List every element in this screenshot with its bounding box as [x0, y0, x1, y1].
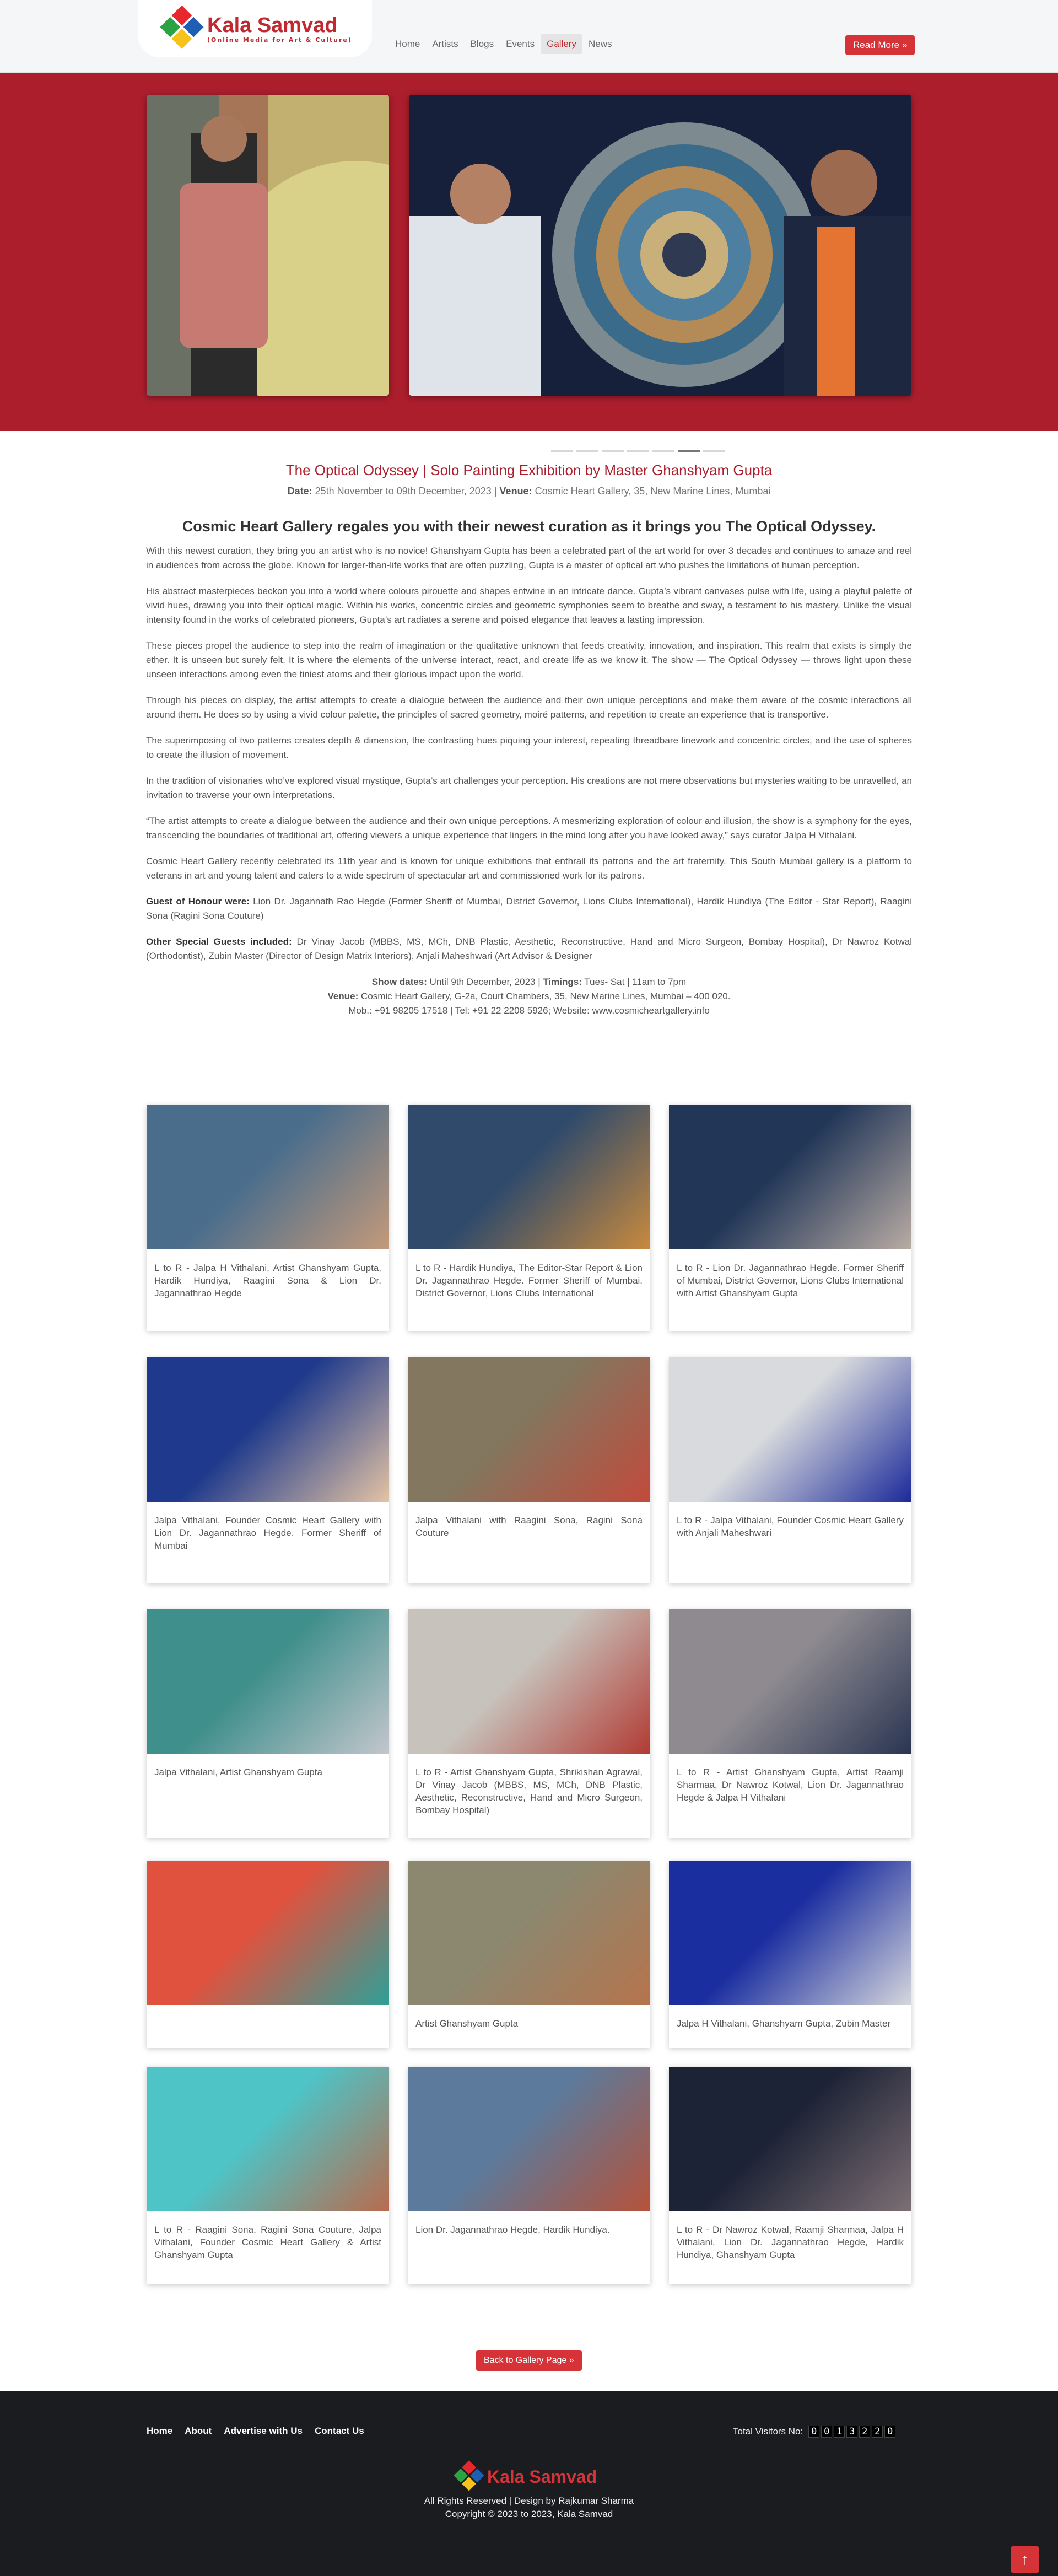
- gallery-caption: L to R - Dr Nawroz Kotwal, Raamji Sharmaa, Jalpa H Vithalani, Lion Dr. Jagannathrao Hegde, Hardik Hundiya, Ghanshyam Gupta: [677, 2224, 904, 2260]
- gallery-card[interactable]: [408, 1609, 650, 1838]
- article-paragraph: Through his pieces on display, the artist attempts to create a dialogue between the audience and their own unique perceptions and make them aware of the cosmic interactions all around them. He does so by using a vivid colour palette, the principles of sacred geometry, moiré patterns, and repetition to create an experience that is transportive.: [146, 695, 912, 720]
- venue-info-label: Venue:: [327, 991, 359, 1001]
- article-paragraph: The superimposing of two patterns creates depth & dimension, the contrasting hues piquing your interest, repeating threadbare linework and concentric circles, and the use of spheres to create the illusion of movement.: [146, 735, 912, 760]
- hero-photo-artist: [147, 95, 389, 396]
- gallery-photo[interactable]: [147, 1105, 389, 1249]
- footer-copyright: Copyright © 2023 to 2023, Kala Samvad: [445, 2509, 613, 2519]
- event-meta: [0, 486, 1058, 497]
- article-paragraph: With this newest curation, they bring you an artist who is no novice! Ghanshyam Gupta has been a celebrated part of the art world for over 3 decades and continues to amaze and reel in audiences from across the globe. Known for larger-than-life works that are often puzzling, Gupta is a master of optical art who pushes the limitations of human perception.: [146, 546, 912, 570]
- gallery-card[interactable]: [408, 1357, 650, 1583]
- gallery-card[interactable]: [147, 1861, 389, 2048]
- article-body: [146, 518, 912, 1018]
- special-guests: [146, 935, 912, 963]
- person-right-head: [811, 150, 877, 216]
- gallery-photo[interactable]: [669, 1861, 911, 2005]
- gallery-caption: L to R - Raagini Sona, Ragini Sona Couture, Jalpa Vithalani, Founder Cosmic Heart Gallery & Artist Ghanshyam Gupta: [154, 2224, 381, 2260]
- concentric-painting: [552, 122, 817, 387]
- site-header: [0, 0, 1058, 73]
- gallery-caption: L to R - Lion Dr. Jagannathrao Hegde. Former Sheriff of Mumbai, District Governor, Lions Clubs International with Artist Ghanshyam Gupta: [677, 1263, 904, 1298]
- gallery-card[interactable]: [147, 1357, 389, 1583]
- hero-photo-artist-art: [147, 95, 389, 396]
- guests-of-honour: [146, 894, 912, 923]
- gallery-card[interactable]: [669, 1861, 911, 2048]
- read-more-button[interactable]: Read More »: [845, 35, 915, 55]
- carousel-dot[interactable]: [652, 450, 674, 452]
- gallery-caption: L to R - Hardik Hundiya, The Editor-Star Report & Lion Dr. Jagannathrao Hegde. Former Sheriff of Mumbai. District Governor, Lions Clubs International: [415, 1263, 643, 1298]
- special-text: Dr Vinay Jacob (MBBS, MS, MCh, DNB Plastic, Aesthetic, Reconstructive, Hand and Micro Surgeon, Bombay Hospital), Dr Nawroz Kotwal (Orthodontist), Zubin Master (Director of Design Matrix Interiors), Anjali Maheshwari (Art Advisor & Designer: [146, 936, 912, 961]
- footer-logo[interactable]: [457, 2465, 597, 2488]
- nav-events[interactable]: Events: [506, 39, 535, 49]
- back-to-gallery-button[interactable]: Back to Gallery Page »: [476, 2350, 582, 2371]
- footer-brand-title: Kala Samvad: [487, 2466, 597, 2487]
- counter-digit: 3: [846, 2426, 857, 2438]
- gallery-photo[interactable]: [408, 1357, 650, 1502]
- hero-photo-group: [409, 95, 911, 396]
- gallery-caption: Lion Dr. Jagannathrao Hegde, Hardik Hundiya.: [415, 2224, 610, 2235]
- gallery-caption: [147, 2005, 389, 2025]
- gallery-card[interactable]: [147, 1105, 389, 1331]
- gallery-card[interactable]: [408, 1105, 650, 1331]
- counter-digit: 2: [859, 2426, 870, 2438]
- gallery-card[interactable]: [408, 1861, 650, 2048]
- main-nav: [389, 34, 618, 54]
- gallery-card[interactable]: [147, 1609, 389, 1838]
- gallery-card[interactable]: [669, 1357, 911, 1583]
- show-dates: Until 9th December, 2023 |: [427, 977, 543, 987]
- gallery-caption: L to R - Artist Ghanshyam Gupta, Artist Raamji Sharmaa, Dr Nawroz Kotwal, Lion Dr. Jagannathrao Hegde & Jalpa H Vithalani: [677, 1767, 904, 1803]
- article-paragraph: In the tradition of visionaries who’ve explored visual mystique, Gupta’s art challenges your perception. His creations are not mere observations but mysteries waiting to be unravelled, an invitation to traverse your own interpretations.: [146, 775, 912, 800]
- carousel-dot-active[interactable]: [678, 450, 700, 452]
- person-right-stole: [817, 227, 855, 396]
- counter-digits: [808, 2426, 895, 2438]
- gallery-card[interactable]: [669, 2067, 911, 2284]
- gallery-photo[interactable]: [147, 1357, 389, 1502]
- nav-news[interactable]: News: [588, 39, 612, 49]
- logo[interactable]: [138, 0, 372, 57]
- carousel-dot[interactable]: [703, 450, 725, 452]
- show-label: Show dates:: [371, 977, 427, 987]
- counter-digit: 2: [872, 2426, 883, 2438]
- person-left-shirt: [409, 216, 541, 396]
- brand-subtitle: (Online Media for Art & Culture): [207, 36, 352, 44]
- gallery-caption: Jalpa Vithalani, Founder Cosmic Heart Gallery with Lion Dr. Jagannathrao Hegde. Former Sheriff of Mumbai: [154, 1515, 381, 1551]
- event-venue: Cosmic Heart Gallery, 35, New Marine Lines, Mumbai: [535, 486, 771, 497]
- gallery-photo[interactable]: [408, 1105, 650, 1249]
- visitor-counter: [733, 2426, 895, 2438]
- gallery-card[interactable]: [669, 1609, 911, 1838]
- hero-banner: [0, 73, 1058, 431]
- event-header: [0, 462, 1058, 506]
- gallery-photo[interactable]: [669, 1609, 911, 1754]
- gallery-photo[interactable]: [669, 2067, 911, 2211]
- counter-digit: 1: [834, 2426, 845, 2438]
- nav-artists[interactable]: Artists: [432, 39, 458, 49]
- event-date: 25th November to 09th December, 2023: [315, 486, 492, 497]
- diamond-logo-icon: [452, 2460, 485, 2493]
- article-paragraph: “The artist attempts to create a dialogue between the audience and their own unique perceptions. A mesmerizing exploration of colour and illusion, the show is a symphony for the eyes, transcending the boundaries of traditional art, offering viewers a unique experience that lingers in the mind long after you have looked away,” says curator Jalpa H Vithalani.: [146, 816, 912, 840]
- gallery-photo[interactable]: [147, 1609, 389, 1754]
- person-jacket: [180, 183, 268, 348]
- counter-digit: 0: [884, 2426, 895, 2438]
- carousel-dot[interactable]: [602, 450, 624, 452]
- event-title: The Optical Odyssey | Solo Painting Exhibition by Master Ghanshyam Gupta: [285, 462, 773, 478]
- timing-label: Timings:: [543, 977, 582, 987]
- gallery-card[interactable]: [669, 1105, 911, 1331]
- article-lead: Cosmic Heart Gallery regales you with their newest curation as it brings you The Optical Odyssey.: [182, 518, 876, 535]
- gallery-photo[interactable]: [669, 1357, 911, 1502]
- gallery-caption: L to R - Jalpa Vithalani, Founder Cosmic Heart Gallery with Anjali Maheshwari: [677, 1515, 904, 1538]
- article-paragraph: Cosmic Heart Gallery recently celebrated its 11th year and is known for unique exhibitions that enthrall its patrons and the art fraternity. This South Mumbai gallery is a platform to veterans in art and young talent and caters to a wide spectrum of spectacular art and commissioned work for its patrons.: [146, 856, 912, 881]
- person-head: [201, 116, 247, 162]
- footer-link-about[interactable]: About: [185, 2426, 212, 2436]
- scroll-to-top-button[interactable]: [1011, 2546, 1039, 2573]
- photo-gallery: [147, 1105, 911, 2284]
- special-label: Other Special Guests included:: [146, 936, 292, 947]
- gallery-caption: Artist Ghanshyam Gupta: [415, 2018, 519, 2029]
- gallery-photo[interactable]: [408, 1861, 650, 2005]
- footer-rights: All Rights Reserved | Design by Rajkumar Sharma: [424, 2496, 634, 2506]
- show-info: [146, 975, 912, 1018]
- visitors-label: Total Visitors No:: [733, 2426, 803, 2437]
- gallery-caption: L to R - Jalpa H Vithalani, Artist Ghanshyam Gupta, Hardik Hundiya, Raagini Sona & Lion Dr. Jagannathrao Hegde: [154, 1263, 381, 1298]
- person-left-head: [450, 164, 511, 224]
- article-paragraph: These pieces propel the audience to step into the realm of imagination or the qualitative unknown that feeds creativity, innovation, and inspiration. This realm that exists is simply the ether. It is unseen but surely felt. It is where the elements of the universe interact, react, and create life as we know it. The show — The Optical Odyssey — throws light upon these unseen interactions among even the tiniest atoms and their glorious impact upon the world.: [146, 640, 912, 680]
- carousel-dot[interactable]: [627, 450, 649, 452]
- gallery-card[interactable]: [147, 2067, 389, 2284]
- site-footer: [0, 2391, 1058, 2576]
- footer-link-home[interactable]: Home: [147, 2426, 173, 2436]
- arrow-up-icon: ↑: [1021, 2551, 1029, 2568]
- gallery-caption: Jalpa Vithalani with Raagini Sona, Ragini Sona Couture: [415, 1515, 643, 1538]
- gallery-photo[interactable]: [147, 2067, 389, 2211]
- counter-digit: 0: [821, 2426, 832, 2438]
- footer-link-contact[interactable]: Contact Us: [314, 2426, 364, 2436]
- counter-digit: 0: [808, 2426, 819, 2438]
- nav-gallery[interactable]: Gallery: [541, 34, 582, 54]
- gallery-photo[interactable]: [408, 1609, 650, 1754]
- hero-photo-group-art: [409, 95, 911, 396]
- venue-label: Venue:: [499, 486, 532, 497]
- gallery-card[interactable]: [408, 2067, 650, 2284]
- carousel-dot[interactable]: [576, 450, 598, 452]
- nav-blogs[interactable]: Blogs: [470, 39, 494, 49]
- contact-info: Mob.: +91 98205 17518 | Tel: +91 22 2208 5926; Website: www.cosmicheartgallery.info: [348, 1005, 710, 1016]
- diamond-logo-icon: [159, 6, 206, 52]
- gallery-caption: Jalpa Vithalani, Artist Ghanshyam Gupta: [154, 1767, 322, 1777]
- gallery-photo[interactable]: [408, 2067, 650, 2211]
- gallery-photo[interactable]: [669, 1105, 911, 1249]
- gallery-caption: L to R - Artist Ghanshyam Gupta, Shrikishan Agrawal, Dr Vinay Jacob (MBBS, MS, MCh, DNB Plastic, Aesthetic, Reconstructive, Hand and Micro Surgeon, Bombay Hospital): [415, 1767, 643, 1815]
- brand-title: Kala Samvad: [207, 13, 338, 37]
- carousel-dot[interactable]: [551, 450, 573, 452]
- gallery-caption: Jalpa H Vithalani, Ghanshyam Gupta, Zubin Master: [677, 2018, 891, 2029]
- footer-nav: [147, 2426, 364, 2437]
- nav-home[interactable]: Home: [395, 39, 420, 49]
- meta-separator: |: [494, 486, 497, 497]
- carousel-indicators: [551, 450, 725, 452]
- venue-info: Cosmic Heart Gallery, G-2a, Court Chambers, 35, New Marine Lines, Mumbai – 400 020.: [358, 991, 731, 1001]
- guests-label: Guest of Honour were:: [146, 896, 250, 907]
- timings: Tues- Sat | 11am to 7pm: [581, 977, 687, 987]
- gallery-photo[interactable]: [147, 1861, 389, 2005]
- date-label: Date:: [287, 486, 312, 497]
- guests-text: Lion Dr. Jagannath Rao Hegde (Former Sheriff of Mumbai, District Governor, Lions Clubs International), Hardik Hundiya (The Editor - Star Report), Raagini Sona (Ragini Sona Couture): [146, 896, 912, 921]
- article-paragraph: His abstract masterpieces beckon you into a world where colours pirouette and shapes entwine in an intricate dance. Gupta’s vibrant canvases pulse with life, using a playful palette of vivid hues, drawing you into their optical magic. Within his works, concentric circles and geometric symphonies seem to breathe and sway, a testament to his mastery. Unlike the visual intensity found in the works of celebrated pioneers, Gupta’s art radiates a serene and poised elegance that leaves a lasting impression.: [146, 586, 912, 625]
- footer-link-advertise[interactable]: Advertise with Us: [224, 2426, 303, 2436]
